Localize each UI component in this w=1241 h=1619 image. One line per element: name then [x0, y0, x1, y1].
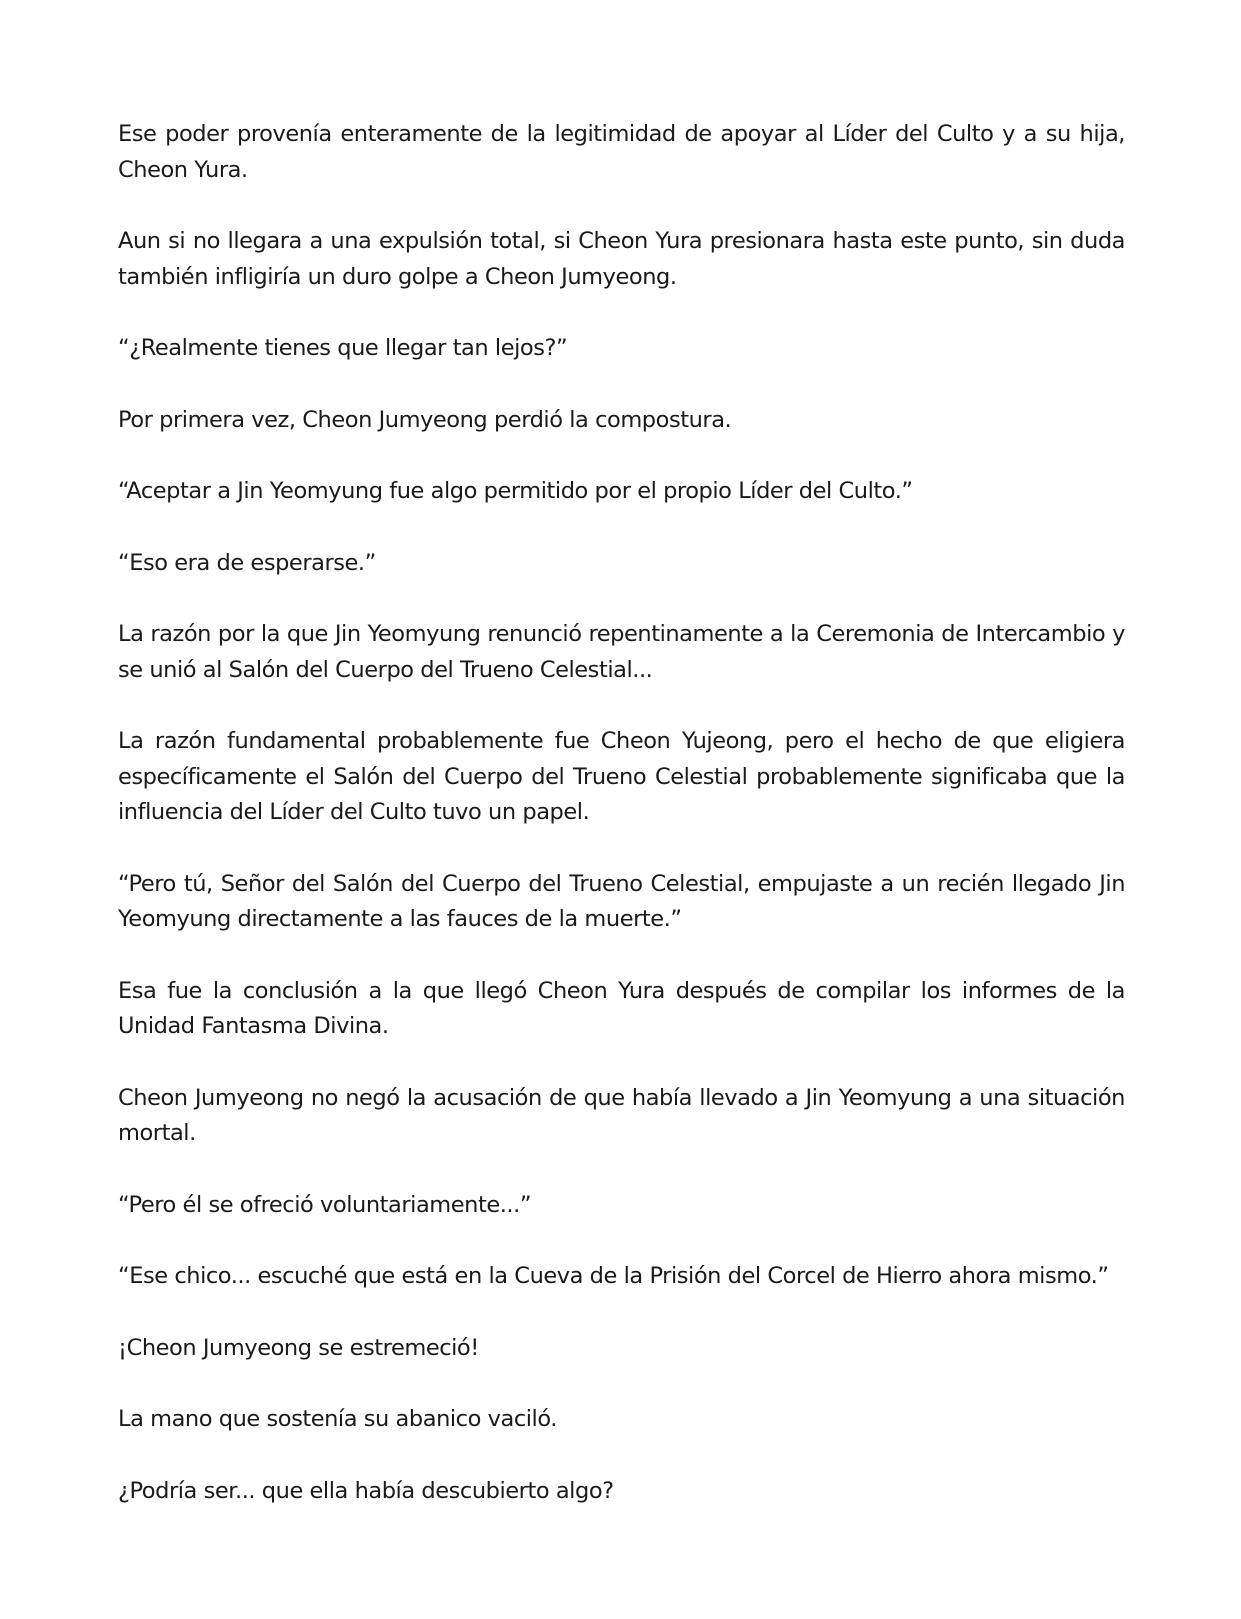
- paragraph-2: Aun si no llegara a una expulsión total, si Cheon Yura presionara hasta este punto, sin duda también infligiría un duro golpe a Cheon Jumyeong.: [118, 228, 1125, 290]
- paragraph-1: Ese poder provenía enteramente de la legitimidad de apoyar al Líder del Culto y a su hija, Cheon Yura.: [118, 121, 1125, 183]
- paragraph-9: “Pero tú, Señor del Salón del Cuerpo del Trueno Celestial, empujaste a un recién llegado Jin Yeomyung directamente a las fauces de la muerte.”: [118, 870, 1125, 932]
- paragraph-12: “Pero él se ofreció voluntariamente...”: [118, 1191, 532, 1218]
- paragraph-10: Esa fue la conclusión a la que llegó Cheon Yura después de compilar los informes de la Unidad Fantasma Divina.: [118, 977, 1125, 1039]
- paragraph-15: La mano que sostenía su abanico vaciló.: [118, 1406, 557, 1432]
- paragraph-5: “Aceptar a Jin Yeomyung fue algo permitido por el propio Líder del Culto.”: [118, 478, 913, 504]
- paragraph-13: “Ese chico... escuché que está en la Cueva de la Prisión del Corcel de Hierro ahora mismo.”: [118, 1263, 1109, 1289]
- paragraph-3: “¿Realmente tienes que llegar tan lejos?”: [118, 335, 568, 361]
- document-body: [118, 117, 1125, 1545]
- paragraph-4: Por primera vez, Cheon Jumyeong perdió la compostura.: [118, 406, 732, 433]
- paragraph-7: La razón por la que Jin Yeomyung renunció repentinamente a la Ceremonia de Intercambio y se unió al Salón del Cuerpo del Trueno Celestial...: [118, 621, 1125, 683]
- paragraph-8: La razón fundamental probablemente fue Cheon Yujeong, pero el hecho de que eligiera específicamente el Salón del Cuerpo del Trueno Celestial probablemente significaba que la influencia del Líder del Culto tuvo un papel.: [118, 728, 1125, 825]
- paragraph-6: “Eso era de esperarse.”: [118, 549, 376, 576]
- paragraph-14: ¡Cheon Jumyeong se estremeció!: [118, 1334, 479, 1361]
- paragraph-16: ¿Podría ser... que ella había descubierto algo?: [118, 1477, 614, 1504]
- paragraph-11: Cheon Jumyeong no negó la acusación de que había llevado a Jin Yeomyung a una situación mortal.: [118, 1084, 1125, 1146]
